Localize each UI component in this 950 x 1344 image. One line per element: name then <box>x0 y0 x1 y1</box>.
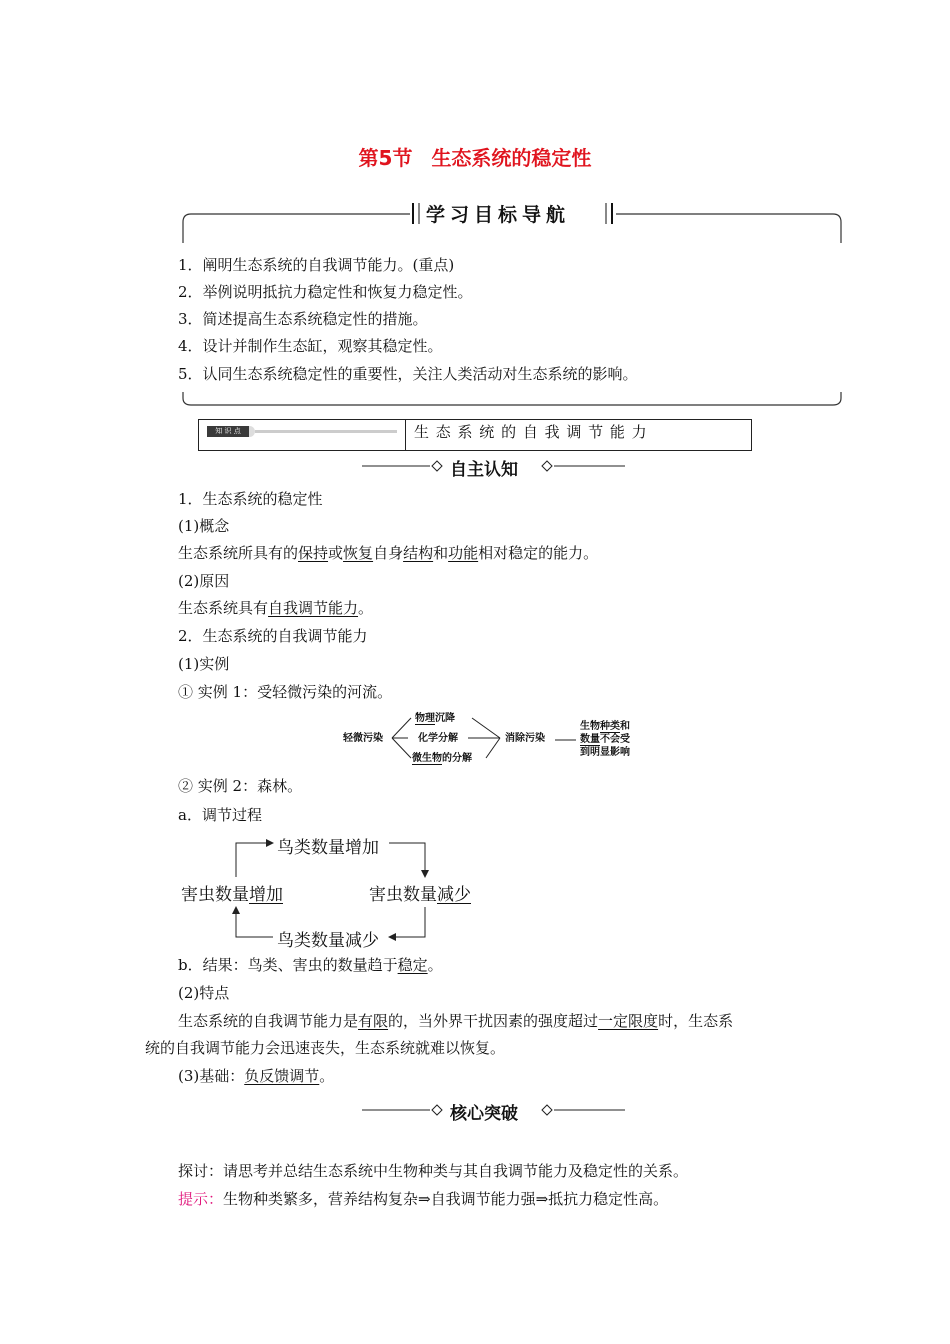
result-text: b．结果：鸟类、害虫的数量趋于稳定。 <box>178 956 443 974</box>
regulation-cycle-arrows <box>0 830 950 950</box>
knowledge-title: 生 态 系 统 的 自 我 调 节 能 力 <box>414 423 648 441</box>
flow-method-2: 化学分解 <box>418 733 458 744</box>
answer-certain-limit: 一定限度 <box>598 1012 659 1030</box>
s1-concept-label: (1)概念 <box>178 517 230 535</box>
objective-5: 5．认同生态系统稳定性的重要性，关注人类活动对生态系统的影响。 <box>178 365 638 383</box>
s2-example-label: (1)实例 <box>178 655 230 673</box>
answer-self-regulation: 自我调节能力 <box>268 599 359 617</box>
section-number: 第5节 <box>358 146 413 170</box>
s2-feature-label: (2)特点 <box>178 984 230 1002</box>
flow-result: 生物种类和 数量不会受 到明显影响 <box>580 721 630 758</box>
objective-1: 1．阐明生态系统的自我调节能力。(重点) <box>178 256 455 274</box>
answer-stable: 稳定 <box>397 956 428 974</box>
river-flow-diagram-lines <box>0 705 950 775</box>
knowledge-tag: 知 识 点 <box>207 426 249 437</box>
answer-limited: 有限 <box>358 1012 389 1030</box>
objectives-banner: 学习目标导航 <box>426 204 571 226</box>
flow-middle: 消除污染 <box>505 733 545 744</box>
flow-start: 轻微污染 <box>343 733 383 744</box>
cycle-bottom: 鸟类数量减少 <box>277 931 379 951</box>
knowledge-tag-cell <box>199 420 406 450</box>
basis-text: (3)基础：负反馈调节。 <box>178 1067 335 1085</box>
answer-huifu: 恢复 <box>343 544 374 562</box>
self-study-heading: 自主认知 <box>450 460 518 480</box>
example-2: ② 实例 2：森林。 <box>178 777 303 795</box>
objective-2: 2．举例说明抵抗力稳定性和恢复力稳定性。 <box>178 283 473 301</box>
concept-text: 生态系统所具有的保持或恢复自身结构和功能相对稳定的能力。 <box>178 544 599 562</box>
answer-negative-feedback: 负反馈调节 <box>244 1067 320 1085</box>
feature-line-2: 统的自我调节能力会迅速丧失，生态系统就难以恢复。 <box>145 1039 506 1057</box>
discussion-question: 探讨：请思考并总结生态系统中生物种类与其自我调节能力及稳定性的关系。 <box>178 1162 689 1180</box>
section-title: 生态系统的稳定性 <box>431 146 592 170</box>
answer-baochi: 保持 <box>298 544 329 562</box>
cycle-top: 鸟类数量增加 <box>277 838 379 858</box>
hint-label: 提示： <box>178 1190 224 1208</box>
cycle-left: 害虫数量增加 <box>181 885 283 905</box>
flow-method-3: 微生物的分解 <box>412 753 472 764</box>
example-1: ① 实例 1：受轻微污染的河流。 <box>178 683 393 701</box>
objective-3: 3．简述提高生态系统稳定性的措施。 <box>178 310 428 328</box>
reason-text: 生态系统具有自我调节能力。 <box>178 599 374 617</box>
knowledge-point-box <box>198 419 752 451</box>
answer-jiegou: 结构 <box>403 544 434 562</box>
tag-bar <box>255 430 397 433</box>
feature-line-1: 生态系统的自我调节能力是有限的，当外界干扰因素的强度超过一定限度时，生态系 <box>178 1012 734 1030</box>
cycle-right: 害虫数量减少 <box>369 885 471 905</box>
s2-heading: 2．生态系统的自我调节能力 <box>178 627 368 645</box>
objective-4: 4．设计并制作生态缸，观察其稳定性。 <box>178 337 443 355</box>
s1-heading: 1．生态系统的稳定性 <box>178 490 323 508</box>
flow-method-1: 物理沉降 <box>415 713 455 724</box>
core-heading: 核心突破 <box>450 1104 518 1124</box>
answer-gongneng: 功能 <box>448 544 479 562</box>
hint <box>178 1189 668 1209</box>
s1-reason-label: (2)原因 <box>178 572 230 590</box>
process-label: a．调节过程 <box>178 806 262 824</box>
hint-text: 生物种类繁多，营养结构复杂⇒自我调节能力强⇒抵抗力稳定性高。 <box>223 1190 669 1208</box>
